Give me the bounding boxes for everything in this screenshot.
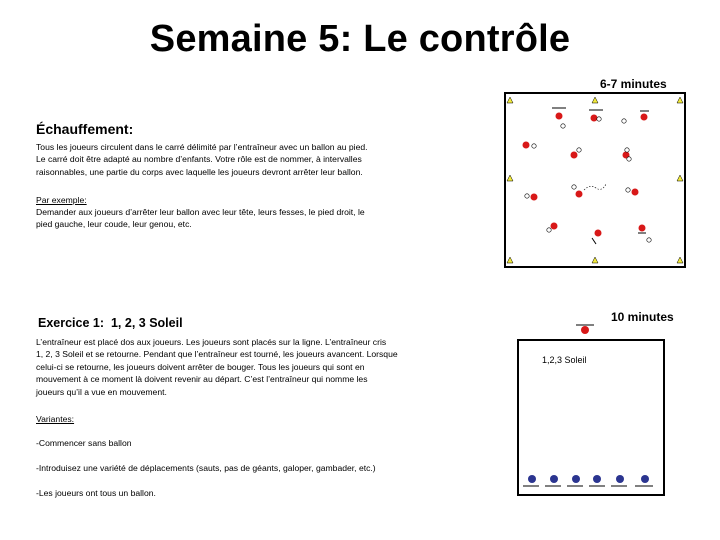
warmup-example-label: Par exemple:	[36, 195, 87, 205]
player	[641, 114, 648, 121]
warmup-field-diagram	[504, 92, 686, 268]
ball	[626, 188, 630, 192]
ball	[572, 185, 576, 189]
page-title: Semaine 5: Le contrôle	[149, 18, 571, 60]
warmup-heading: Échauffement:	[36, 121, 134, 137]
player	[572, 475, 580, 483]
ball	[627, 157, 631, 161]
player	[616, 475, 624, 483]
player	[550, 475, 558, 483]
exercise1-variants-label: Variantes:	[36, 414, 75, 424]
exercise1-heading-prefix: Exercice 1:	[38, 316, 105, 330]
player	[595, 230, 602, 237]
coach	[581, 326, 589, 334]
player	[528, 475, 536, 483]
player	[593, 475, 601, 483]
warmup-duration: 6-7 minutes	[600, 77, 667, 91]
exercise1-heading-name: 1, 2, 3 Soleil	[110, 316, 183, 330]
player	[556, 113, 563, 120]
diagram-label: 1,2,3 Soleil	[542, 355, 587, 365]
player	[591, 115, 598, 122]
ball	[597, 117, 601, 121]
player	[551, 223, 558, 230]
player	[639, 225, 646, 232]
ball	[647, 238, 651, 242]
ball	[525, 194, 529, 198]
exercise1-field-diagram	[516, 320, 668, 498]
player	[531, 194, 538, 201]
ball	[532, 144, 536, 148]
variant-item: -Commencer sans ballon	[36, 438, 132, 449]
ball	[577, 148, 581, 152]
variant-item: -Introduisez une variété de déplacements (sauts, pas de géants, galoper, gambader, etc.)	[36, 463, 376, 474]
exercise1-variants-list	[36, 425, 476, 512]
exercise1-heading	[38, 316, 183, 330]
player	[641, 475, 649, 483]
exercise1-duration: 10 minutes	[611, 310, 674, 324]
player	[576, 191, 583, 198]
ball	[625, 148, 629, 152]
player	[523, 142, 530, 149]
warmup-description: Tous les joueurs circulent dans le carré délimité par l’entraîneur avec un ballon au pied. Le carré doit être adapté au nombre d’enfants. Votre rôle est de nommer, à intervalles raisonnables, une partie du corps avec laquelle les joueurs devront arrêter leur ballon.	[36, 142, 368, 177]
warmup-example-text: Demander aux joueurs d’arrêter leur ballon avec leur tête, leurs fesses, le pied droit, le pied gauche, leur coude, leur genou, etc.	[36, 207, 365, 230]
player	[632, 189, 639, 196]
ball	[561, 124, 565, 128]
exercise1-description: L’entraîneur est placé dos aux joueurs. Les joueurs sont placés sur la ligne. L’entraîneur cris 1, 2, 3 Soleil et se retourne. Pendant que l’entraîneur est tourné, les joueurs avancent. Lorsque celui-ci se retourne, les joueurs doivent arrêter de bouger. Tous les joueurs qui sont en mouvement à ce moment là doivent revenir au départ. C’est l’entraîneur qui nomme les joueurs qu’il a vue en mouvement.	[36, 337, 398, 397]
ball	[622, 119, 626, 123]
variant-item: -Les joueurs ont tous un ballon.	[36, 488, 156, 499]
player	[571, 152, 578, 159]
exercise1-field-border	[518, 340, 664, 495]
ball	[547, 228, 551, 232]
